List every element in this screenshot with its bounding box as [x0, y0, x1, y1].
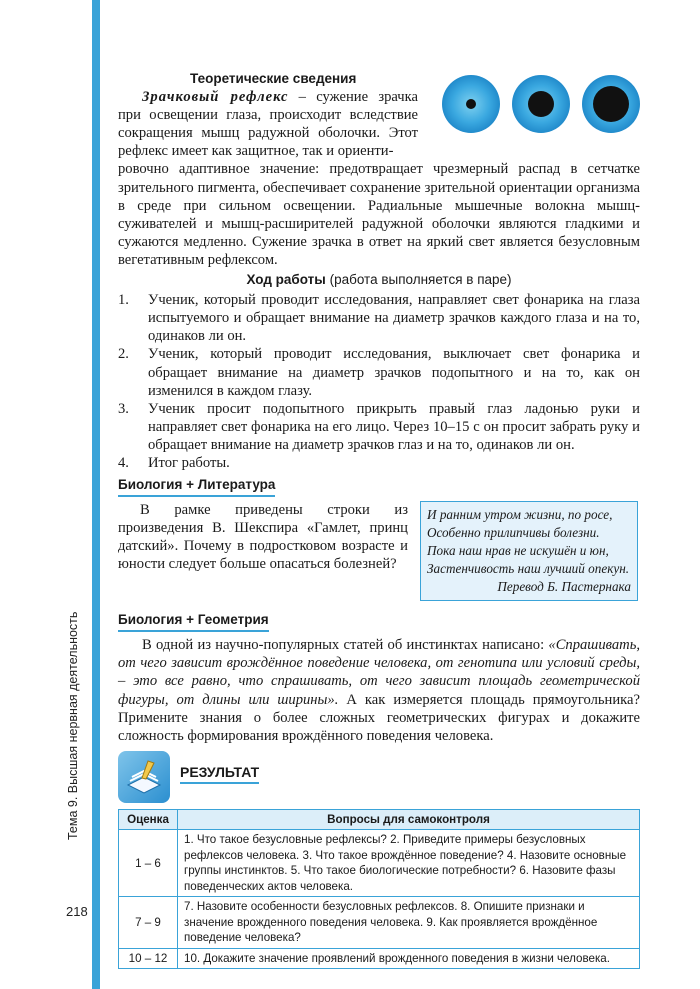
shakespeare-quote-box [420, 501, 638, 601]
quote-line: Пока наш нрав не искушён и юн, [427, 543, 609, 559]
table-header-questions: Вопросы для самоконтроля [178, 809, 640, 830]
theory-wrap-paragraph [118, 88, 418, 160]
result-header [118, 751, 640, 809]
literature-title: Биология + Литература [118, 476, 275, 497]
table-header-grade: Оценка [119, 809, 178, 830]
literature-text: В рамке приведены строки из произведения В. Шекспира «Гамлет, принц датский». Почему в подростковом возрасте и юности следует больше опасаться болезней? [118, 502, 408, 573]
topic-label: Тема 9. Высшая нервная деятельность [66, 611, 80, 840]
table-row [119, 897, 640, 949]
procedure-step [118, 291, 640, 345]
step-number: 3. [118, 400, 129, 417]
procedure-title: Ход работы [246, 272, 326, 288]
questions-cell: 1. Что такое безусловные рефлексы? 2. Приведите примеры безусловных рефлексов человека. 3. Что такое врождённое поведение? 4. Назовите основные группы инстинктов. 5. Что такое биологические потребности? 6. Назовите фазы поведенческих актов человека. [178, 830, 640, 897]
theory-title: Теоретические сведения [190, 71, 357, 86]
procedure-steps [118, 291, 640, 472]
questions-cell: 7. Назовите особенности безусловных рефлексов. 8. Опишите признаки и значение врожденного поведения человека. 9. Как проявляется врождённое поведение человека? [178, 897, 640, 949]
result-title: РЕЗУЛЬТАТ [180, 763, 259, 784]
geometry-question: А как измеряется площадь прямоугольника? Примените знания о более сложных геометрических фигурах и докажите сложность формирования врождённого поведения человека. [118, 691, 641, 744]
procedure-note: (работа выполняется в паре) [329, 272, 512, 288]
self-check-table [118, 809, 640, 970]
page-content [118, 70, 640, 969]
sidebar [0, 0, 100, 989]
geometry-paragraph [118, 636, 640, 745]
theory-full-text: ровочно адаптивное значение: предотвращает чрезмерный распад в сетчатке зрительного пигмента, обеспечивает сохранение зрительной ориентации организма в среде при сильном освещении. Радиальные мышечные волокна мышц-суживателей и мышц-расширителей радужной оболочки являются гладкими и сужаются медленно. Сужение зрачка в ответ на яркий свет является безусловным вегетативным рефлексом. [118, 161, 640, 268]
table-row [119, 948, 640, 969]
step-text: Ученик, который проводит исследования, выключает свет фонарика и обращает внимание на диаметр зрачков подопытного и на то, как он изменился в каждом глазу. [148, 346, 640, 399]
step-text: Ученик просит подопытного прикрыть правый глаз ладонью руки и направляет свет фонарика на его лицо. Через 10–15 с он просит забрать руку и обращает внимание на диаметр зрачков глаз и на то, одинаков ли он. [148, 400, 640, 453]
step-text: Ученик, который проводит исследования, направляет свет фонарика на глаза испытуемого и обращает внимание на диаметр зрачков каждого глаза и на то, одинаков ли он. [148, 292, 640, 345]
step-number: 1. [118, 292, 129, 309]
quote-line: Застенчивость наш лучший опекун. [427, 561, 630, 577]
theory-wrap-text: – сужение зрачка при освещении глаза, происходит вследствие сокращения мышц радужной оболочки. Этот рефлекс имеет как защитное, так и ориенти- [118, 89, 418, 160]
step-number: 2. [118, 346, 129, 363]
page-number: 218 [66, 904, 88, 919]
step-text: Итог работы. [148, 454, 230, 471]
geometry-intro: В одной из научно-популярных статей об инстинктах написано: [142, 637, 545, 654]
procedure-step [118, 400, 640, 454]
procedure-step [118, 345, 640, 399]
quote-author: Перевод Б. Пастернака [497, 579, 631, 595]
sidebar-stripe [92, 0, 100, 989]
step-number: 4. [118, 454, 129, 471]
table-header-row [119, 809, 640, 830]
procedure-header [118, 271, 640, 289]
quote-line: Особенно прилипчивы болезни. [427, 525, 600, 541]
questions-cell: 10. Докажите значение проявлений врожденного поведения в жизни человека. [178, 948, 640, 969]
geometry-title: Биология + Геометрия [118, 611, 269, 632]
procedure-step [118, 454, 640, 472]
term-pupil-reflex: Зрачковый рефлекс [142, 89, 289, 106]
grade-cell: 10 – 12 [119, 948, 178, 969]
grade-cell: 1 – 6 [119, 830, 178, 897]
geometry-quote: «Спрашивать, от чего зависит врождённое поведение человека, от генотипа или условий среды, – это все равно, что спрашивать, от чего зависит площадь геометрической фигуры, от длины или ширины». [118, 637, 640, 708]
quote-line: И ранним утром жизни, по росе, [427, 507, 613, 523]
grade-cell: 7 – 9 [119, 897, 178, 949]
result-book-icon [118, 751, 170, 803]
table-row [119, 830, 640, 897]
literature-section [118, 497, 640, 607]
